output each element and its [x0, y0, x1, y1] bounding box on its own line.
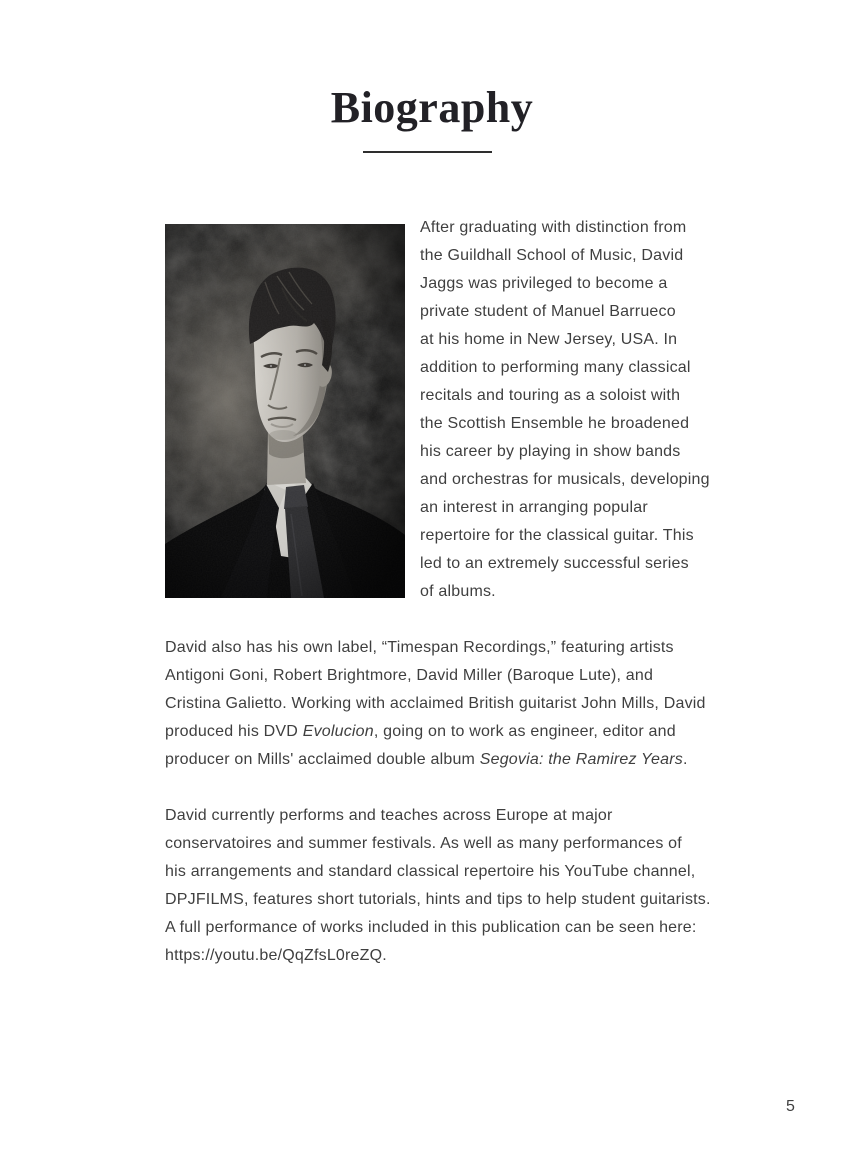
text-line: https://youtu.be/QqZfsL0reZQ. — [165, 947, 387, 964]
text-line: of albums. — [420, 583, 496, 600]
text-line: recitals and touring as a soloist with — [420, 387, 681, 404]
text-line: at his home in New Jersey, USA. In — [420, 331, 678, 348]
text-line: produced his DVD Evolucion, going on to work as engineer, editor and — [165, 723, 676, 740]
text-line: Antigoni Goni, Robert Brightmore, David Miller (Baroque Lute), and — [165, 667, 654, 684]
text-line: an interest in arranging popular — [420, 499, 648, 516]
text-line: conservatoires and summer festivals. As well as many performances of — [165, 835, 682, 852]
page-number: 5 — [786, 1098, 795, 1115]
text-line: the Scottish Ensemble he broadened — [420, 415, 690, 432]
title-divider-rule — [363, 151, 492, 153]
portrait-photo-illustration — [165, 224, 405, 598]
text-line: A full performance of works included in this publication can be seen here: — [165, 919, 697, 936]
bio-paragraph-current — [165, 802, 711, 970]
text-line: private student of Manuel Barrueco — [420, 303, 676, 320]
text-line: After graduating with distinction from — [420, 219, 687, 236]
page-title: Biography — [330, 83, 534, 132]
text-line: and orchestras for musicals, developing — [420, 471, 710, 488]
text-line: David currently performs and teaches across Europe at major — [165, 807, 613, 824]
text-line: repertoire for the classical guitar. This — [420, 527, 694, 544]
text-line: DPJFILMS, features short tutorials, hints and tips to help student guitarists. — [165, 891, 711, 908]
text-line: his career by playing in show bands — [420, 443, 681, 460]
text-line: led to an extremely successful series — [420, 555, 689, 572]
bio-paragraph-label — [165, 634, 706, 774]
text-line: Cristina Galietto. Working with acclaimed British guitarist John Mills, David — [165, 695, 706, 712]
text-line: producer on Mills' acclaimed double album Segovia: the Ramirez Years. — [165, 751, 688, 768]
text-line: Jaggs was privileged to become a — [420, 275, 668, 292]
portrait-photo — [165, 224, 405, 598]
text-line: David also has his own label, “Timespan Recordings,” featuring artists — [165, 639, 674, 656]
text-line: the Guildhall School of Music, David — [420, 247, 684, 264]
text-line: his arrangements and standard classical repertoire his YouTube channel, — [165, 863, 696, 880]
text-line: addition to performing many classical — [420, 359, 691, 376]
bio-paragraph-intro — [420, 214, 710, 606]
